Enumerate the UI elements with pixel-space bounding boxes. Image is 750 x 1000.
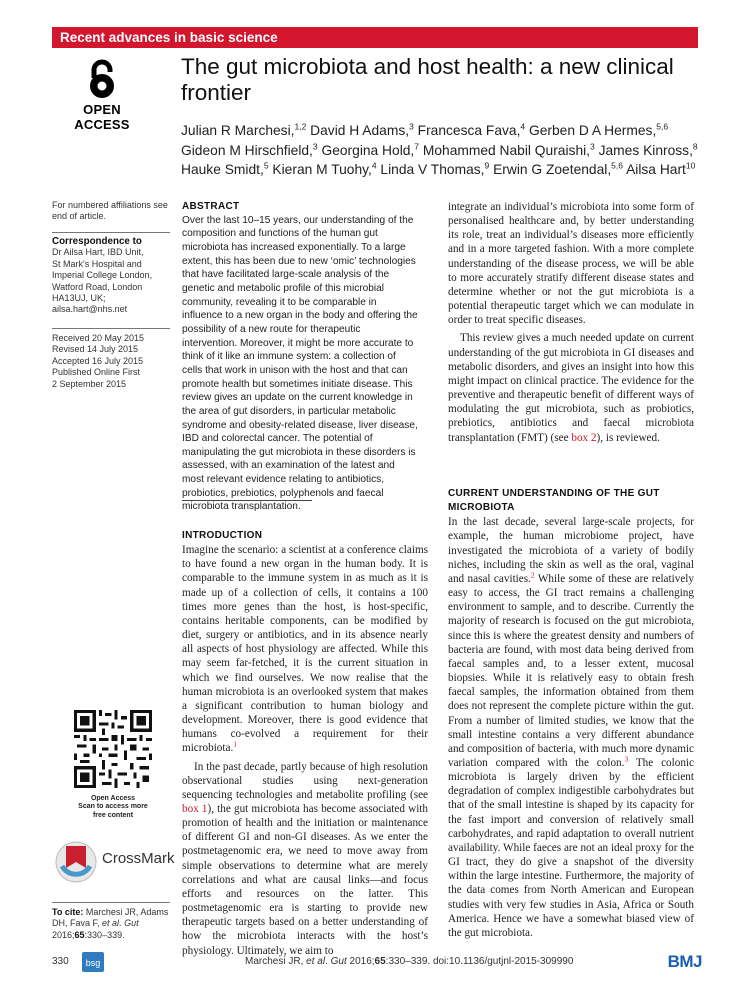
correspondence-line: HA13UJ, UK;	[52, 293, 106, 304]
crossmark-badge[interactable]	[54, 838, 179, 888]
current-understanding-section	[448, 487, 694, 940]
correspondence-email[interactable]: ailsa.hart@nhs.net	[52, 304, 128, 315]
author[interactable]: Mohammed Nabil Quraishi,$^3$	[422, 140, 595, 158]
author[interactable]: Linda V Thomas,$^9$	[380, 160, 490, 177]
qr-code-icon[interactable]	[74, 710, 152, 788]
open-access-label: OPEN ACCESS	[74, 102, 130, 132]
cite-etal: et al	[102, 918, 120, 929]
abstract-divider	[182, 500, 312, 501]
author[interactable]: James Kinross,$^8$	[598, 140, 698, 158]
box-1-link[interactable]: box 1	[182, 802, 208, 815]
reference-link[interactable]: 3	[624, 754, 629, 764]
author[interactable]: Georgina Hold,$^7$	[321, 140, 420, 158]
correspondence-line: Watford Road, London	[52, 281, 143, 292]
page-number: 330	[52, 956, 69, 967]
open-access-icon	[83, 58, 121, 100]
author[interactable]: David H Adams,$^3$	[310, 121, 414, 138]
author[interactable]: Gerben D A Hermes,$^{5,6}$	[528, 121, 669, 138]
date-published-label: Published Online First	[52, 367, 141, 378]
intro-paragraph-2: In the past decade, partly because of high resolution observational studies using next-generation sequencing technologies and metabolite profiling (see box 1), the gut microbiota has become associated with promotion of health and the initiation or maintenance of different GI and non-GI diseases. As we enter the postmetagenomic era, we need to move away from simple observations to determine what are merely correlations and what are causal links—and focus efforts and resources on the latter. This postmetagenomic era is starting to provide new therapeutic targets based on a better understanding of how the microbiota interacts with the host’s physiology. Ultimately, we aim to	[182, 760, 428, 957]
date-published: 2 September 2015	[52, 378, 127, 389]
section-paragraph: In the last decade, several large-scale projects, for example, the human microbiome project, have investigated the microbiota of a variety of bodily niches, including the skin as well as the oral, vaginal and nasal cavities.$^2$ While some of these are relatively easy to access, the GI tract remains a challenging environment to sample, and to describe. Currently the majority of research is focused on the gut microbiota, since this is where the greatest density and numbers of bacteria are found, with most data being derived from faecal samples and, to a lesser extent, mucosal biopsies. While it is relatively easy to obtain fresh faecal samples, the information obtained from them does not represent the complete picture within the gut. From a number of limited studies, we know that the small intestine contains a very different abundance and composition of bacteria, with much more dynamic variation compared with the colon.$^3$ The colonic microbiota is largely driven by the efficient degradation of complex indigestible carbohydrates but that of the small intestine is shaped by its capacity for the fast import and conversion of relatively small carbohydrates, and rapid adaptation to overall nutrient availability. While faeces are not an ideal proxy for the GI tract, they do give a snapshot of the diversity within the large intestine. Furthermore, the majority of the data comes from North American and European studies with very few studies in Asia, Africa or South America. Hence we have a somewhat biased view of the gut microbiota.	[448, 516, 695, 939]
svg-text:bsg: bsg	[85, 958, 101, 968]
affiliations-note: For numbered affiliations see end of article.	[52, 200, 168, 222]
author[interactable]: Erwin G Zoetendal,$^{5,6}$	[493, 160, 623, 177]
box-2-link[interactable]: box 2	[571, 431, 597, 444]
page-footer	[52, 952, 702, 974]
author[interactable]: Gideon M Hirschfield,$^3$	[181, 140, 318, 158]
bsg-logo-icon	[82, 952, 104, 972]
abstract-heading: ABSTRACT	[182, 201, 240, 212]
qr-code-block[interactable]	[74, 710, 152, 820]
intro-continued	[448, 200, 694, 445]
cite-heading: To cite:	[52, 907, 84, 917]
footer-citation: Marchesi JR, et al. Gut 2016;65:330–339. doi:10.1136/gutjnl-2015-309990	[245, 956, 574, 967]
section-heading: CURRENT UNDERSTANDING OF THE GUT MICROBIOTA	[448, 488, 660, 514]
cite-pages: :330–339.	[84, 929, 125, 940]
correspondence-line: St Mark's Hospital and	[52, 258, 142, 269]
article-title: The gut microbiota and host health: a new clinical frontier	[181, 54, 674, 105]
crossmark-icon[interactable]	[54, 838, 98, 886]
qr-caption: Open Access Scan to access more free content	[78, 795, 148, 819]
intro-heading: INTRODUCTION	[182, 530, 263, 541]
author[interactable]: Kieran M Tuohy,$^4$	[272, 160, 377, 177]
intro-paragraph-1: Imagine the scenario: a scientist at a conference claims to have found a new organ in the human body. It is comparable to the immune system in as much as it is made up of a collection of cells, it contains a 100 times more genes than the host, is host-specific, contains heritable components, can be modified by diet, surgery or antibiotics, and in its absence nearly all aspects of host physiology are affected. While this may seem far-fetched, it is the current situation in which we find ourselves. We now realise that the human microbiota is an overlooked system that makes a significant contribution to human biology and development. Moreover, there is good evidence that humans co-evolved a requirement for their microbiota.$^1$	[182, 544, 429, 755]
abstract-section	[182, 200, 418, 514]
bmj-logo: BMJ	[667, 952, 702, 971]
author[interactable]: Ailsa Hart$^{10}$	[626, 160, 696, 177]
correspondence-block	[52, 232, 170, 316]
cite-journal: Gut	[124, 918, 139, 929]
correspondence-heading: Correspondence to	[52, 236, 142, 247]
date-accepted: Accepted 16 July 2015	[52, 355, 144, 366]
correspondence-line: Imperial College London,	[52, 270, 153, 281]
author[interactable]: Julian R Marchesi,$^{1,2}$	[181, 121, 307, 138]
article-dates	[52, 328, 170, 390]
crossmark-label: CrossMark	[102, 850, 175, 867]
section-banner: Recent advances in basic science	[52, 27, 698, 48]
open-access-logo	[62, 58, 142, 132]
date-received: Received 20 May 2015	[52, 333, 145, 343]
intro-section	[182, 529, 428, 958]
reference-link[interactable]: 2	[530, 570, 535, 580]
date-revised: Revised 14 July 2015	[52, 344, 139, 355]
author-list	[181, 121, 721, 180]
citation-block: To cite: Marchesi JR, Adams DH, Fava F, et al. Gut 2016;65:330–339.	[52, 902, 170, 941]
cite-authors: Marchesi JR, Adams DH, Fava F,	[52, 907, 169, 929]
intro-paragraph-3: integrate an individual’s microbiota into some form of personalised healthcare and, by better understanding its role, treat an individual’s diseases more efficiently and in a more targeted fashion. With a more complete understanding of the disease process, we will be able to more accurately stratify different disease states and determine whether or not the gut microbiota is a potential therapeutic target which we can modulate in order to treat specific diseases.	[448, 201, 694, 327]
author[interactable]: Hauke Smidt,$^5$	[181, 160, 269, 177]
intro-paragraph-4: This review gives a much needed update on current understanding of the gut microbiota in GI diseases and metabolic disorders, and gives an insight into how this might impact on clinical practice. The evidence for the preventive and therapeutic benefit of different ways of modulating the gut microbiota, such as probiotics, prebiotics, antibiotics and faecal microbiota transplantation (FMT) (see box 2), is reviewed.	[448, 332, 694, 444]
correspondence-line: Dr Ailsa Hart, IBD Unit,	[52, 247, 144, 258]
reference-link[interactable]: 1	[233, 739, 238, 749]
abstract-text: Over the last 10–15 years, our understanding of the composition and functions of the human gut microbiota has increased exponentially. To a large extent, this has been due to new ‘omic’ technologies that have facilitated large-scale analysis of the genetic and metabolic profile of this microbial community, revealing it to be comparable in influence to a new organ in the body and offering the possibility of a new route for therapeutic intervention. Moreover, it might be more accurate to think of it like an immune system: a collection of cells that work in unison with the host and that can promote health but sometimes initiate disease. This review gives an update on the current knowledge in the area of gut disorders, in particular metabolic syndrome and obesity-related disease, liver disease, IBD and colorectal cancer. The potential of manipulating the gut microbiota in these disorders is assessed, with an examination of the latest and most relevant evidence relating to antibiotics, probiotics, prebiotics, polyphenols and faecal microbiota transplantation.	[182, 214, 418, 513]
cite-volume: 65	[74, 929, 85, 940]
author[interactable]: Francesca Fava,$^4$	[417, 121, 526, 138]
cite-year: 2016;	[52, 929, 75, 940]
